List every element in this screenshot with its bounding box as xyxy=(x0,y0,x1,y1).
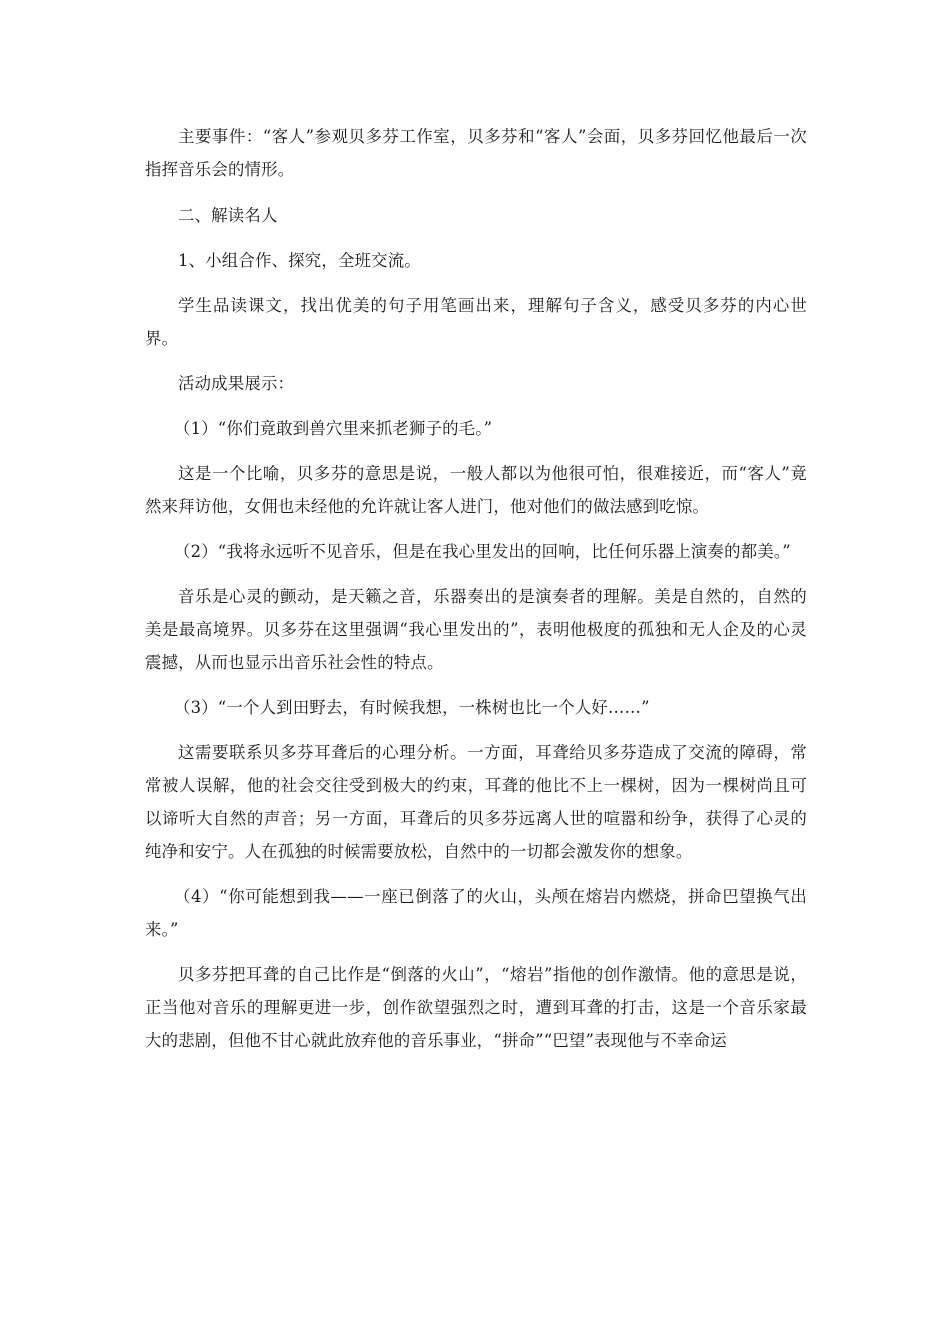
section-heading-interpret: 二、解读名人 xyxy=(178,206,278,225)
quote-3: （3）“一个人到田野去，有时候我想，一株树也比一个人好……” xyxy=(174,698,650,717)
paragraph-main-events: 主要事件：“客人”参观贝多芬工作室，贝多芬和“客人”会面，贝多芬回忆他最后一次指挥音乐会的情形。 xyxy=(145,127,807,179)
analysis-1: 这是一个比喻，贝多芬的意思是说，一般人都以为他很可怕，很难接近，而“客人”竟然来拜访他，女佣也未经他的允许就让客人进门，他对他们的做法感到吃惊。 xyxy=(145,464,807,516)
quote-4: （4）“你可能想到我——一座已倒落了的火山，头颅在熔岩内燃烧，拼命巴望换气出来。” xyxy=(145,887,807,939)
paragraph-student-reading: 学生品读课文，找出优美的句子用笔画出来，理解句子含义，感受贝多芬的内心世界。 xyxy=(145,296,807,348)
analysis-4: 贝多芬把耳聋的自己比作是“倒落的火山”，“熔岩”指他的创作激情。他的意思是说，正当他对音乐的理解更进一步，创作欲望强烈之时，遭到耳聋的打击，这是一个音乐家最大的悲剧，但他不甘心就此放弃他的音乐事业，“拼命”“巴望”表现他与不幸命运 xyxy=(145,965,807,1050)
analysis-3: 这需要联系贝多芬耳聋后的心理分析。一方面，耳聋给贝多芬造成了交流的障碍，常常被人误解，他的社会交往受到极大的约束，耳聋的他比不上一棵树，因为一棵树尚且可以谛听大自然的声音；另一方面，耳聋后的贝多芬远离人世的喧嚣和纷争，获得了心灵的纯净和安宁。人在孤独的时候需要放松，自然中的一切都会激发你的想象。 xyxy=(145,743,807,861)
paragraph-group-work: 1、小组合作、探究，全班交流。 xyxy=(178,251,421,270)
paragraph-results-label: 活动成果展示： xyxy=(178,374,295,393)
quote-1: （1）“你们竟敢到兽穴里来抓老狮子的毛。” xyxy=(174,419,493,438)
quote-2: （2）“我将永远听不见音乐，但是在我心里发出的回响，比任何乐器上演奏的都美。” xyxy=(174,542,791,561)
analysis-2: 音乐是心灵的颤动，是天籁之音，乐器奏出的是演奏者的理解。美是自然的，自然的美是最高境界。贝多芬在这里强调“我心里发出的”，表明他极度的孤独和无人企及的心灵震撼，从而也显示出音乐社会性的特点。 xyxy=(145,587,807,672)
document-page xyxy=(145,120,807,1057)
